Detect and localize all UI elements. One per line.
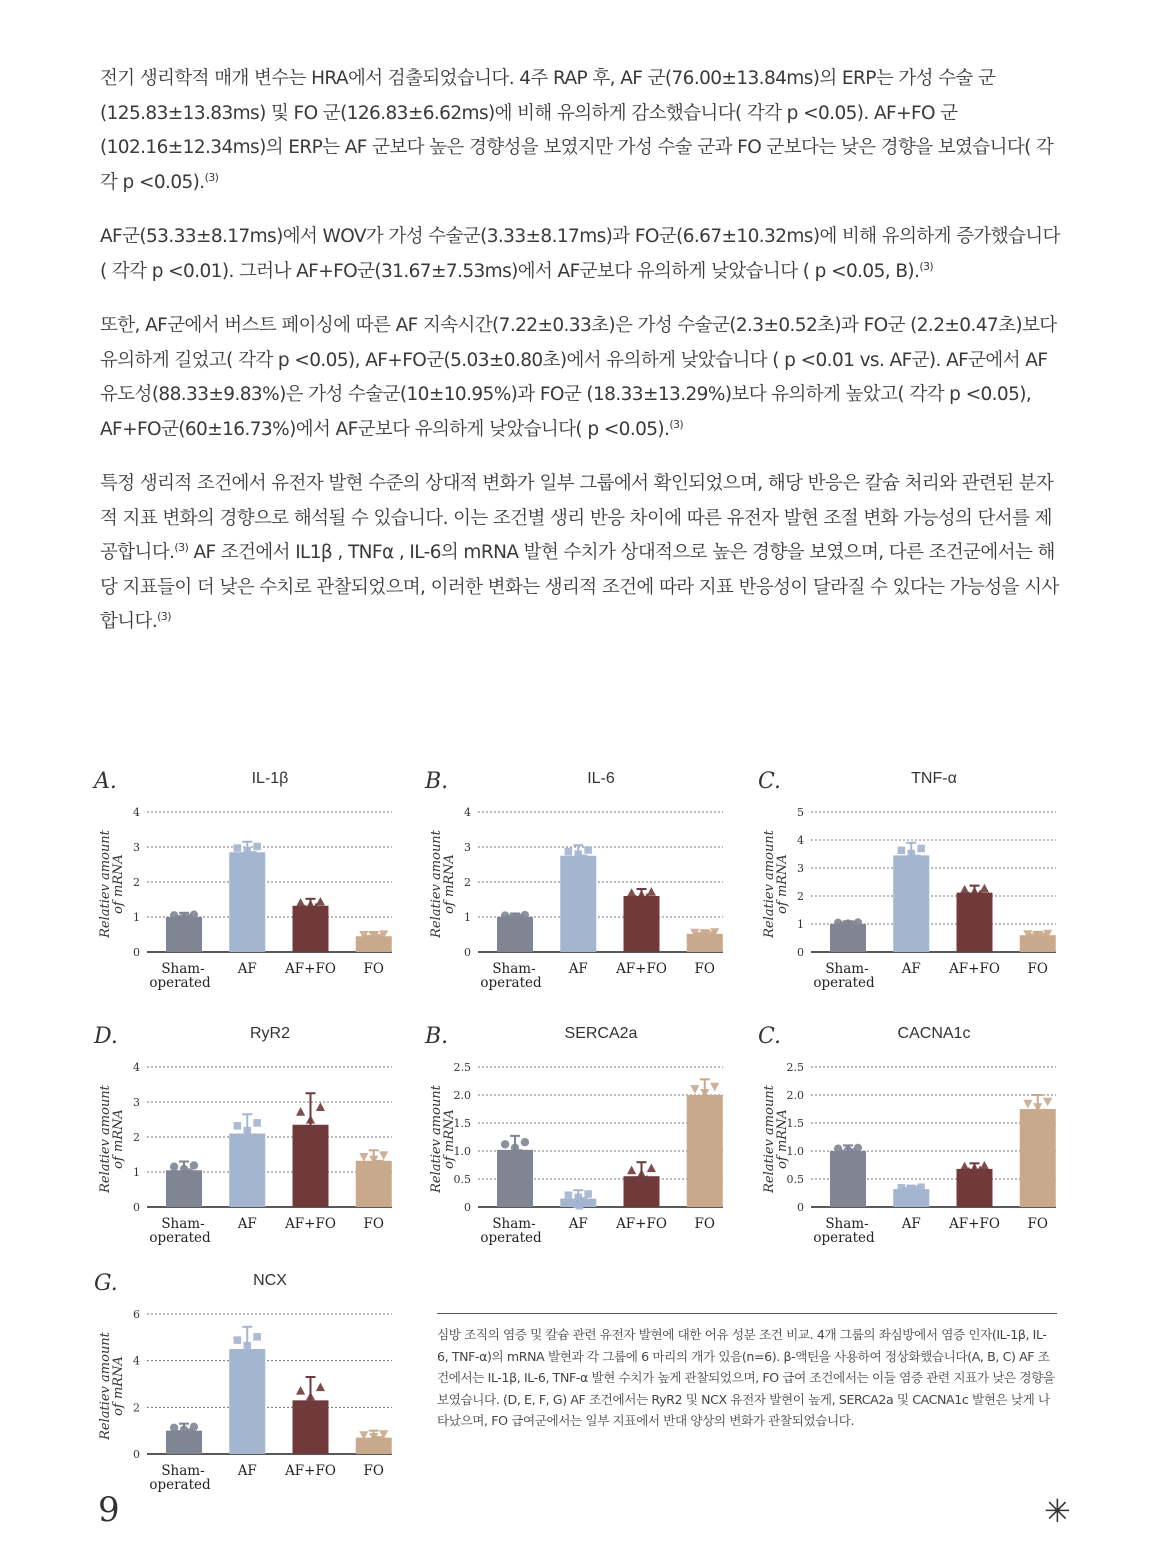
- body-text: [100, 62, 1060, 660]
- data-point: [190, 1161, 198, 1169]
- chart-title: IL-1β: [251, 770, 289, 787]
- y-tick-label: 1.0: [786, 1145, 804, 1158]
- x-tick-label: AF+FO: [949, 1216, 1000, 1232]
- x-tick-label: Sham-: [161, 1463, 205, 1479]
- data-point: [253, 843, 261, 851]
- y-tick-label: 3: [133, 1096, 140, 1109]
- citation-mark: (3): [204, 170, 219, 184]
- y-tick-label: 0: [464, 946, 471, 959]
- page-number: 9: [98, 1490, 120, 1530]
- chart-panel-cacna1c: [756, 1017, 1066, 1256]
- x-tick-label: AF: [237, 1216, 257, 1232]
- x-tick-label: FO: [694, 1216, 715, 1232]
- y-tick-label: 1: [464, 911, 471, 924]
- chart-il6: [423, 762, 733, 997]
- x-tick-label: AF+FO: [285, 1216, 336, 1232]
- y-tick-label: 3: [464, 841, 471, 854]
- x-tick-label: AF+FO: [285, 1463, 336, 1479]
- data-point: [1043, 1098, 1052, 1107]
- panel-letter: A.: [94, 769, 117, 794]
- data-point: [854, 1144, 862, 1152]
- data-point: [296, 898, 305, 907]
- data-point: [238, 1356, 246, 1364]
- x-tick-label: AF+FO: [616, 1216, 667, 1232]
- y-tick-label: 2: [133, 1401, 140, 1415]
- data-point: [249, 1135, 257, 1143]
- x-tick-label: Sham-: [825, 1216, 869, 1232]
- y-tick-label: 3: [133, 841, 140, 854]
- chart-tnfa: [756, 762, 1066, 997]
- data-point: [569, 857, 577, 865]
- data-point: [627, 1166, 636, 1175]
- x-tick-label: operated: [813, 1230, 875, 1246]
- data-point: [181, 916, 189, 924]
- y-tick-label: 1.5: [786, 1117, 804, 1130]
- citation-mark: (3): [174, 540, 189, 554]
- y-tick-label: 4: [133, 1354, 140, 1368]
- y-tick-label: 4: [464, 806, 471, 819]
- data-point: [501, 1140, 509, 1148]
- paragraph-erp: 전기 생리학적 매개 변수는 HRA에서 검출되었습니다. 4주 RAP 후, AF 군(76.00±13.84ms)의 ERP는 가성 수술 군(125.83±13.83ms) 및 FO 군(126.83±6.62ms)에 비해 유의하게 감소했습니다( 각각 p <0.05). AF+FO 군(102.16±12.34ms)의 ERP는 AF 군보다 높은 경향성을 보였지만 가성 수술 군과 FO 군보다는 낮은 경향을 보였습니다( 각각 p <0.05).$^{(3)}$: [100, 68, 1054, 193]
- data-point: [898, 847, 906, 855]
- x-tick-label: Sham-: [161, 961, 205, 977]
- data-point: [245, 857, 253, 865]
- data-point: [306, 1115, 315, 1124]
- y-tick-label: 0.5: [453, 1173, 471, 1186]
- y-tick-label: 0: [797, 946, 804, 959]
- chart-title: TNF-α: [911, 770, 957, 787]
- data-point: [243, 1127, 251, 1135]
- data-point: [1023, 1100, 1032, 1109]
- y-tick-label: 2: [133, 1131, 140, 1144]
- paragraph-af-duration: 또한, AF군에서 버스트 페이싱에 따른 AF 지속시간(7.22±0.33초)은 가성 수술군(2.3±0.52초)과 FO군 (2.2±0.47초)보다 유의하게 길었고( 각각 p <0.05), AF+FO군(5.03±0.80초)에서 유의하게 낮았습니다 ( p <0.01 vs. AF군). AF군에서 AF 유도성(88.33±9.83%)은 가성 수술군(10±10.95%)과 FO군 (18.33±13.29%)보다 유의하게 높았고( 각각 p <0.05), AF+FO군(60±16.73%)에서 AF군보다 유의하게 낮았습니다( p <0.05).$^{(3)}$: [100, 315, 1057, 440]
- x-tick-label: operated: [480, 975, 542, 991]
- data-point: [512, 1158, 520, 1166]
- data-point: [909, 1188, 917, 1196]
- data-point: [565, 1191, 573, 1199]
- data-point: [512, 916, 520, 924]
- y-axis-label: Relatiev amountof mRNA: [762, 830, 790, 938]
- data-point: [845, 1152, 853, 1160]
- y-tick-label: 1: [133, 1166, 140, 1179]
- data-point: [243, 1342, 251, 1350]
- data-point: [576, 1202, 584, 1210]
- data-point: [253, 1333, 261, 1341]
- y-tick-label: 3: [797, 862, 804, 875]
- x-tick-label: AF: [237, 961, 257, 977]
- data-point: [584, 1190, 592, 1198]
- data-point: [245, 1364, 253, 1372]
- x-tick-label: AF+FO: [949, 961, 1000, 977]
- data-point: [902, 858, 910, 866]
- y-tick-label: 4: [133, 1061, 140, 1074]
- panel-letter: G.: [94, 1271, 118, 1296]
- y-axis-label: Relatiev amountof mRNA: [429, 830, 457, 938]
- data-point: [181, 1173, 189, 1181]
- data-point: [316, 897, 325, 906]
- data-point: [960, 885, 969, 894]
- asterisk-ornament-icon: ✳: [1044, 1492, 1071, 1530]
- x-tick-label: Sham-: [492, 1216, 536, 1232]
- y-tick-label: 0: [797, 1201, 804, 1214]
- data-point: [190, 910, 198, 918]
- x-tick-label: AF: [901, 961, 921, 977]
- data-point: [647, 1164, 656, 1173]
- x-tick-label: FO: [363, 1216, 384, 1232]
- data-point: [379, 1151, 388, 1160]
- data-point: [980, 884, 989, 893]
- y-tick-label: 2: [797, 890, 804, 903]
- y-tick-label: 0: [133, 1201, 140, 1214]
- data-point: [845, 922, 853, 930]
- chart-panel-serca2a: [423, 1017, 733, 1256]
- y-tick-label: 5: [797, 806, 804, 819]
- y-axis-label: Relatiev amountof mRNA: [98, 1085, 126, 1193]
- data-point: [296, 1386, 305, 1395]
- y-tick-label: 1: [797, 918, 804, 931]
- x-tick-label: operated: [813, 975, 875, 991]
- data-point: [296, 1107, 305, 1116]
- chart-il1b: [92, 762, 402, 997]
- chart-title: IL-6: [587, 770, 615, 787]
- data-point: [909, 862, 917, 870]
- x-tick-label: Sham-: [492, 961, 536, 977]
- data-point: [245, 1146, 253, 1154]
- paragraph-wov: AF군(53.33±8.17ms)에서 WOV가 가성 수술군(3.33±8.17ms)과 FO군(6.67±10.32ms)에 비해 유의하게 증가했습니다( 각각 p <0.01). 그러나 AF+FO군(31.67±7.53ms)에서 AF군보다 유의하게 낮았습니다 ( p <0.05, B).$^{(3)}$: [100, 226, 1060, 282]
- chart-panel-il6: [423, 762, 733, 1001]
- panel-letter: D.: [94, 1024, 118, 1049]
- y-tick-label: 1: [133, 911, 140, 924]
- x-tick-label: operated: [149, 1477, 211, 1493]
- x-tick-label: operated: [149, 975, 211, 991]
- x-tick-label: AF: [568, 1216, 588, 1232]
- x-tick-label: AF: [568, 961, 588, 977]
- bar: [687, 1095, 723, 1207]
- paragraph-gene-expression: 특정 생리적 조건에서 유전자 발현 수준의 상대적 변화가 일부 그룹에서 확인되었으며, 해당 반응은 칼슘 처리와 관련된 분자적 지표 변화의 경향으로 해석될 수 있습니다. 이는 조건별 생리 반응 차이에 따른 유전자 발현 조절 변화 가능성의 단서를 제공합니다.$^{(3)}$ AF 조건에서 IL1β , TNFα , IL-6의 mRNA 발현 수치가 상대적으로 높은 경향을 보였으며, 다른 조건군에서는 해당 지표들이 더 낮은 수치로 관찰되었으며, 이러한 변화는 생리적 조건에 따라 지표 반응성이 달라질 수 있다는 가능성을 시사합니다.$^{(3)}$: [100, 473, 1059, 632]
- figure-caption: 심방 조직의 염증 및 칼슘 관련 유전자 발현에 대한 어유 성분 조건 비교. 4개 그룹의 좌심방에서 염증 인자(IL-1β, IL-6, TNF-α)의 mRNA 발현과 각 그룹에 6 마리의 개가 있음(n=6). β-액틴을 사용하여 정상화했습니다(A, B, C) AF 조건에서는 IL-1β, IL-6, TNF-α 발현 수치가 높게 관찰되었으며, FO 급여 조건에서는 이들 염증 관련 지표가 낮은 경향을 보였습니다. (D, E, F, G) AF 조건에서는 RyR2 및 NCX 유전자 발현이 높게, SERCA2a 및 CACNA1c 발현은 낮게 나타났으며, FO 급여군에서는 일부 지표에서 반대 양상의 변화가 관찰되었습니다.: [437, 1313, 1057, 1432]
- x-tick-label: AF+FO: [616, 961, 667, 977]
- data-point: [253, 1119, 261, 1127]
- data-point: [521, 1138, 529, 1146]
- y-tick-label: 0.5: [786, 1173, 804, 1186]
- x-tick-label: Sham-: [161, 1216, 205, 1232]
- data-point: [249, 1351, 257, 1359]
- chart-panel-ncx: [92, 1264, 402, 1503]
- chart-cacna1c: [756, 1017, 1066, 1252]
- citation-mark: (3): [919, 259, 934, 273]
- data-point: [190, 1423, 198, 1431]
- data-point: [565, 848, 573, 856]
- data-point: [234, 1336, 242, 1344]
- x-tick-label: AF: [901, 1216, 921, 1232]
- chart-title: SERCA2a: [564, 1025, 638, 1042]
- y-tick-label: 0: [133, 946, 140, 959]
- data-point: [359, 1153, 368, 1162]
- data-point: [917, 1183, 925, 1191]
- data-point: [917, 845, 925, 853]
- y-tick-label: 2.0: [453, 1089, 471, 1102]
- data-point: [627, 888, 636, 897]
- bar: [229, 852, 265, 952]
- chart-serca2a: [423, 1017, 733, 1252]
- chart-ncx: [92, 1264, 402, 1499]
- citation-mark: (3): [157, 609, 171, 623]
- y-tick-label: 2: [464, 876, 471, 889]
- data-point: [316, 1383, 325, 1392]
- y-tick-label: 4: [797, 834, 804, 847]
- chart-title: CACNA1c: [897, 1025, 971, 1042]
- y-tick-label: 0: [133, 1448, 140, 1461]
- panel-letter: B.: [425, 769, 449, 794]
- x-tick-label: operated: [149, 1230, 211, 1246]
- chart-title: RyR2: [249, 1025, 291, 1042]
- x-tick-label: FO: [694, 961, 715, 977]
- x-tick-label: FO: [363, 961, 384, 977]
- data-point: [181, 1432, 189, 1440]
- y-tick-label: 2.5: [786, 1061, 804, 1074]
- citation-mark: (3): [669, 417, 684, 431]
- x-tick-label: FO: [1027, 961, 1048, 977]
- data-point: [576, 861, 584, 869]
- y-axis-label: Relatiev amountof mRNA: [98, 830, 126, 938]
- data-point: [234, 1122, 242, 1130]
- panel-letter: C.: [758, 769, 782, 794]
- y-tick-label: 2: [133, 876, 140, 889]
- x-tick-label: AF+FO: [285, 961, 336, 977]
- x-tick-label: operated: [480, 1230, 542, 1246]
- data-point: [690, 1085, 699, 1094]
- y-axis-label: Relatiev amountof mRNA: [429, 1085, 457, 1193]
- chart-ryr2: [92, 1017, 402, 1252]
- data-point: [238, 1139, 246, 1147]
- y-tick-label: 4: [133, 806, 140, 819]
- data-point: [854, 918, 862, 926]
- panel-letter: C.: [758, 1024, 782, 1049]
- y-tick-label: 2.5: [453, 1061, 471, 1074]
- data-point: [710, 1083, 719, 1092]
- data-point: [584, 846, 592, 854]
- y-tick-label: 1.0: [453, 1145, 471, 1158]
- x-tick-label: FO: [363, 1463, 384, 1479]
- data-point: [238, 854, 246, 862]
- data-point: [316, 1102, 325, 1111]
- data-point: [306, 1392, 315, 1401]
- data-point: [170, 1163, 178, 1171]
- x-tick-label: FO: [1027, 1216, 1048, 1232]
- chart-title: NCX: [253, 1272, 287, 1289]
- y-tick-label: 2.0: [786, 1089, 804, 1102]
- data-point: [913, 855, 921, 863]
- panel-letter: B.: [425, 1024, 449, 1049]
- chart-panel-ryr2: [92, 1017, 402, 1256]
- y-tick-label: 0: [464, 1201, 471, 1214]
- y-axis-label: Relatiev amountof mRNA: [98, 1332, 126, 1440]
- chart-panel-tnfa: [756, 762, 1066, 1001]
- data-point: [637, 1169, 646, 1178]
- bar: [560, 856, 596, 952]
- data-point: [516, 1149, 524, 1157]
- data-point: [647, 887, 656, 896]
- data-point: [980, 1161, 989, 1170]
- y-axis-label: Relatiev amountof mRNA: [762, 1085, 790, 1193]
- y-tick-label: 1.5: [453, 1117, 471, 1130]
- x-tick-label: AF: [237, 1463, 257, 1479]
- chart-panel-il1b: [92, 762, 402, 1001]
- x-tick-label: Sham-: [825, 961, 869, 977]
- data-point: [234, 844, 242, 852]
- y-tick-label: 6: [133, 1308, 140, 1321]
- data-point: [521, 911, 529, 919]
